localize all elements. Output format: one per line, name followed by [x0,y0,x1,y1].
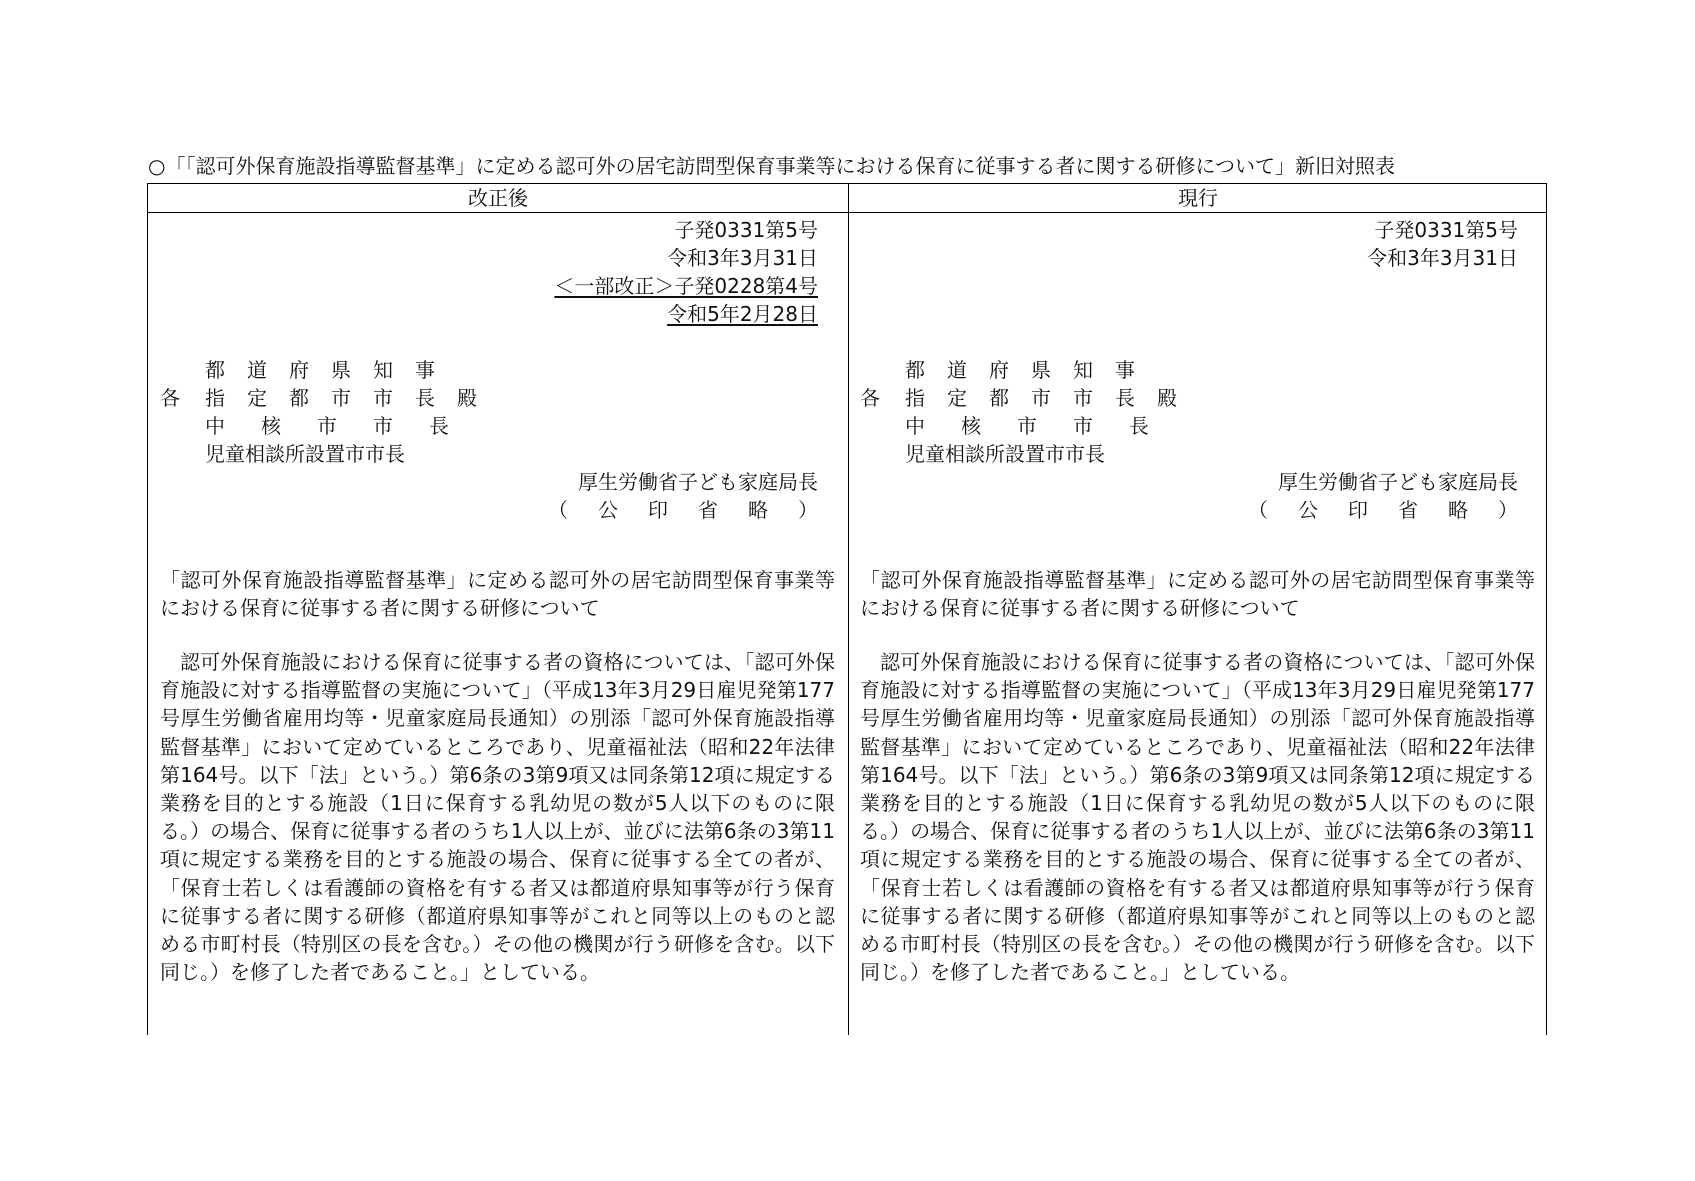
recipient-3: 中核市市長 [905,414,1185,438]
honorific: 殿 [457,386,477,410]
seal-omitted: （公印省略） [1248,498,1548,522]
recipient-1: 都道府県知事 [905,358,1157,382]
column-after [148,214,848,1034]
revision-date: 令和5年2月28日 [667,302,818,326]
notice-body: 認可外保育施設における保育に従事する者の資格については、「認可外保育施設に対する指導監督の実施について」（平成13年3月29日雇児発第177号厚生労働省雇用均等・児童家庭局長通知）の別添「認可外保育施設指導監督基準」において定めているところであり、児童福祉法（昭和22年法律第164号。以下「法」という。）第6条の3第9項又は同条第12項に規定する業務を目的とする施設（1日に保育する乳幼児の数が5人以下のものに限る。）の場合、保育に従事する者のうち1人以上が、並びに法第6条の3第11項に規定する業務を目的とする施設の場合、保育に従事する全ての者が、「保育士若しくは看護師の資格を有する者又は都道府県知事等が行う保育に従事する者に関する研修（都道府県知事等がこれと同等以上のものと認める市町村長（特別区の長を含む。）その他の機関が行う研修を含む。以下同じ。）を修了した者であること。」としている。 [160,650,835,985]
column-before [848,214,1548,1034]
table-header-row [148,184,1546,213]
doc-number: 子発0331第5号 [674,218,818,242]
notice-subject: 「認可外保育施設指導監督基準」に定める認可外の居宅訪問型保育事業等における保育に従事する者に関する研修について [860,568,1535,620]
recipient-2: 各 指定都市市長殿 [860,386,1177,410]
honorific: 殿 [1157,386,1177,410]
recipient-1: 都道府県知事 [205,358,457,382]
doc-number: 子発0331第5号 [1374,218,1518,242]
header-after: 改正後 [468,186,528,210]
notice-subject: 「認可外保育施設指導監督基準」に定める認可外の居宅訪問型保育事業等における保育に従事する者に関する研修について [160,568,835,620]
comparison-table [147,183,1547,1035]
recipient-3: 中核市市長 [205,414,485,438]
recipient-2: 各 指定都市市長殿 [160,386,477,410]
doc-date: 令和3年3月31日 [1367,246,1518,270]
seal-omitted: （公印省略） [548,498,848,522]
sender: 厚生労働省子ども家庭局長 [578,470,818,494]
document-title: ○「「認可外保育施設指導監督基準」に定める認可外の居宅訪問型保育事業等における保育に従事する者に関する研修について」新旧対照表 [148,154,1396,178]
sender: 厚生労働省子ども家庭局長 [1278,470,1518,494]
header-before: 現行 [1178,186,1218,210]
recipient-4: 児童相談所設置市市長 [205,442,405,466]
revision-number: ＜一部改正＞子発0228第4号 [554,274,818,298]
recipient-4: 児童相談所設置市市長 [905,442,1105,466]
doc-date: 令和3年3月31日 [667,246,818,270]
notice-body: 認可外保育施設における保育に従事する者の資格については、「認可外保育施設に対する指導監督の実施について」（平成13年3月29日雇児発第177号厚生労働省雇用均等・児童家庭局長通知）の別添「認可外保育施設指導監督基準」において定めているところであり、児童福祉法（昭和22年法律第164号。以下「法」という。）第6条の3第9項又は同条第12項に規定する業務を目的とする施設（1日に保育する乳幼児の数が5人以下のものに限る。）の場合、保育に従事する者のうち1人以上が、並びに法第6条の3第11項に規定する業務を目的とする施設の場合、保育に従事する全ての者が、「保育士若しくは看護師の資格を有する者又は都道府県知事等が行う保育に従事する者に関する研修（都道府県知事等がこれと同等以上のものと認める市町村長（特別区の長を含む。）その他の機関が行う研修を含む。以下同じ。）を修了した者であること。」としている。 [860,650,1535,985]
